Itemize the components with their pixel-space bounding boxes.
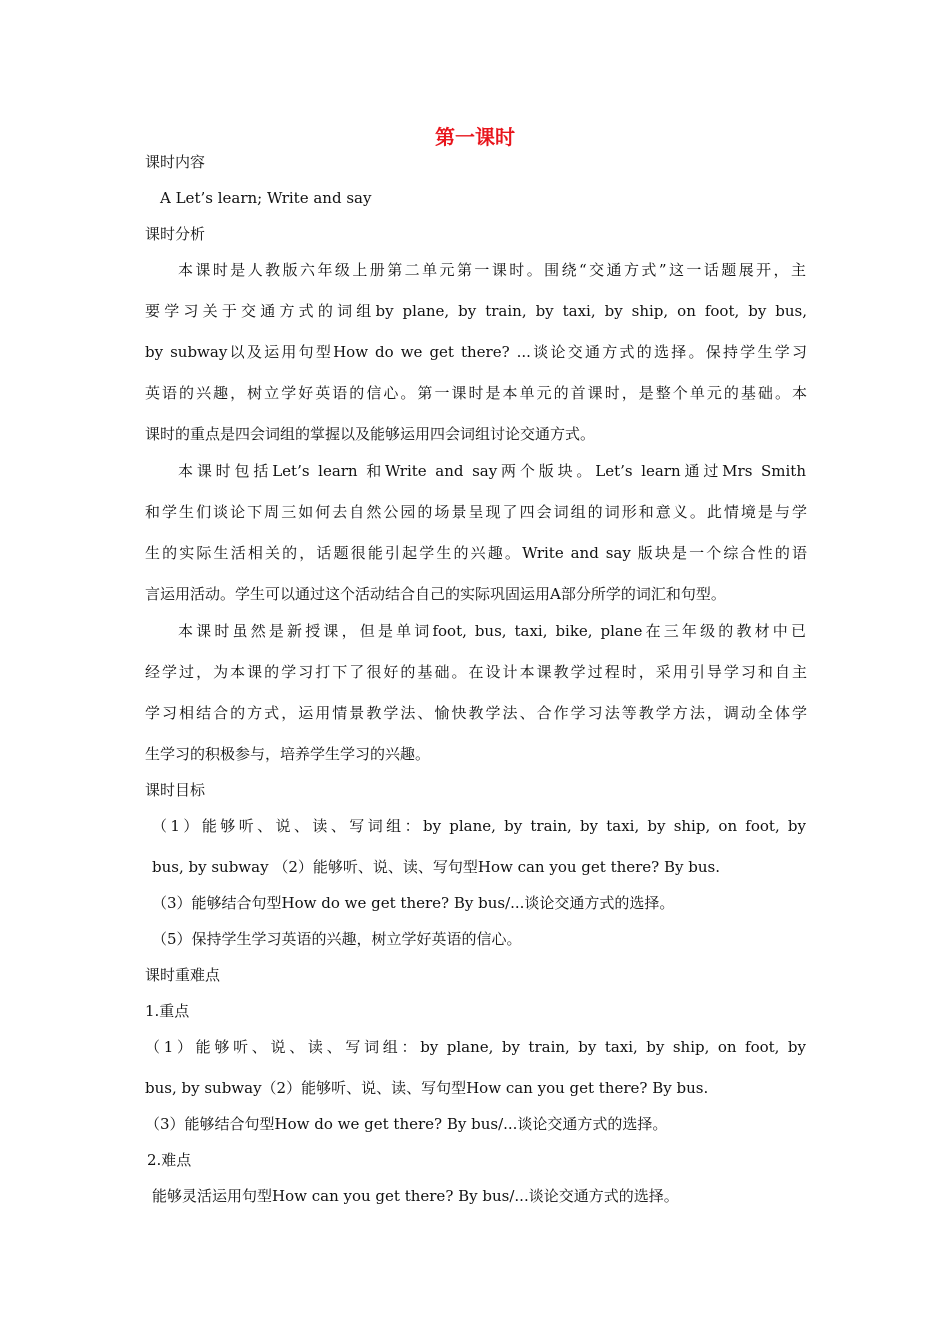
analysis-p3-line-2: 经学过，为本课的学习打下了很好的基础。在设计本课教学过程时，采用引导学习和自主 (145, 663, 807, 681)
key-subheading-2: 2.难点 (147, 1151, 192, 1169)
key-point-line-1: （1）能够听、说、读、写词组：by plane, by train, by taxi, by ship, on foot, by (145, 1038, 806, 1056)
analysis-p2-line-1: 本课时包括Let’s learn 和Write and say两个版块。Let’s learn通过Mrs Smith (178, 462, 806, 480)
key-point-line-3: （3）能够结合句型How do we get there? By bus/...谈论交通方式的选择。 (145, 1115, 668, 1133)
section-heading-goals: 课时目标 (145, 781, 206, 799)
analysis-p1-line-5: 课时的重点是四会词组的掌握以及能够运用四会词组讨论交通方式。 (145, 425, 596, 443)
key-point-line-2: bus, by subway（2）能够听、说、读、写句型How can you get there? By bus. (145, 1079, 709, 1097)
section-heading-content: 课时内容 (145, 153, 206, 171)
analysis-p3-line-1: 本课时虽然是新授课，但是单词foot, bus, taxi, bike, plane在三年级的教材中已 (178, 622, 806, 640)
analysis-p3-line-3: 学习相结合的方式，运用情景教学法、愉快教学法、合作学习法等教学方法，调动全体学 (145, 704, 807, 722)
difficult-point-line: 能够灵活运用句型How can you get there? By bus/...谈论交通方式的选择。 (152, 1187, 679, 1205)
page-title: 第一课时 (435, 125, 515, 149)
section-heading-key: 课时重难点 (145, 966, 221, 984)
analysis-p1-line-1: 本课时是人教版六年级上册第二单元第一课时。围绕“交通方式”这一话题展开，主 (178, 261, 806, 279)
analysis-p1-line-3: by subway以及运用句型How do we get there? ...谈论交通方式的选择。保持学生学习 (145, 343, 807, 361)
analysis-p1-line-2: 要学习关于交通方式的词组by plane, by train, by taxi, by ship, on foot, by bus, (145, 302, 807, 320)
content-line: A Let’s learn; Write and say (160, 189, 372, 207)
analysis-p1-line-4: 英语的兴趣，树立学好英语的信心。第一课时是本单元的首课时，是整个单元的基础。本 (145, 384, 807, 402)
goal-line-1: （1）能够听、说、读、写词组：by plane, by train, by taxi, by ship, on foot, by (152, 817, 806, 835)
analysis-p3-line-4: 生学习的积极参与，培养学生学习的兴趣。 (145, 745, 431, 763)
analysis-p2-line-2: 和学生们谈论下周三如何去自然公园的场景呈现了四会词组的词形和意义。此情境是与学 (145, 503, 807, 521)
section-heading-analysis: 课时分析 (145, 225, 206, 243)
analysis-p2-line-4: 言运用活动。学生可以通过这个活动结合自己的实际巩固运用A部分所学的词汇和句型。 (145, 585, 726, 603)
key-subheading-1: 1.重点 (145, 1002, 190, 1020)
goal-line-3: （3）能够结合句型How do we get there? By bus/...谈论交通方式的选择。 (152, 894, 675, 912)
analysis-p2-line-3: 生的实际生活相关的，话题很能引起学生的兴趣。Write and say 版块是一个综合性的语 (145, 544, 807, 562)
goal-line-4: （5）保持学生学习英语的兴趣，树立学好英语的信心。 (152, 930, 522, 948)
goal-line-2: bus, by subway （2）能够听、说、读、写句型How can you get there? By bus. (152, 858, 720, 876)
